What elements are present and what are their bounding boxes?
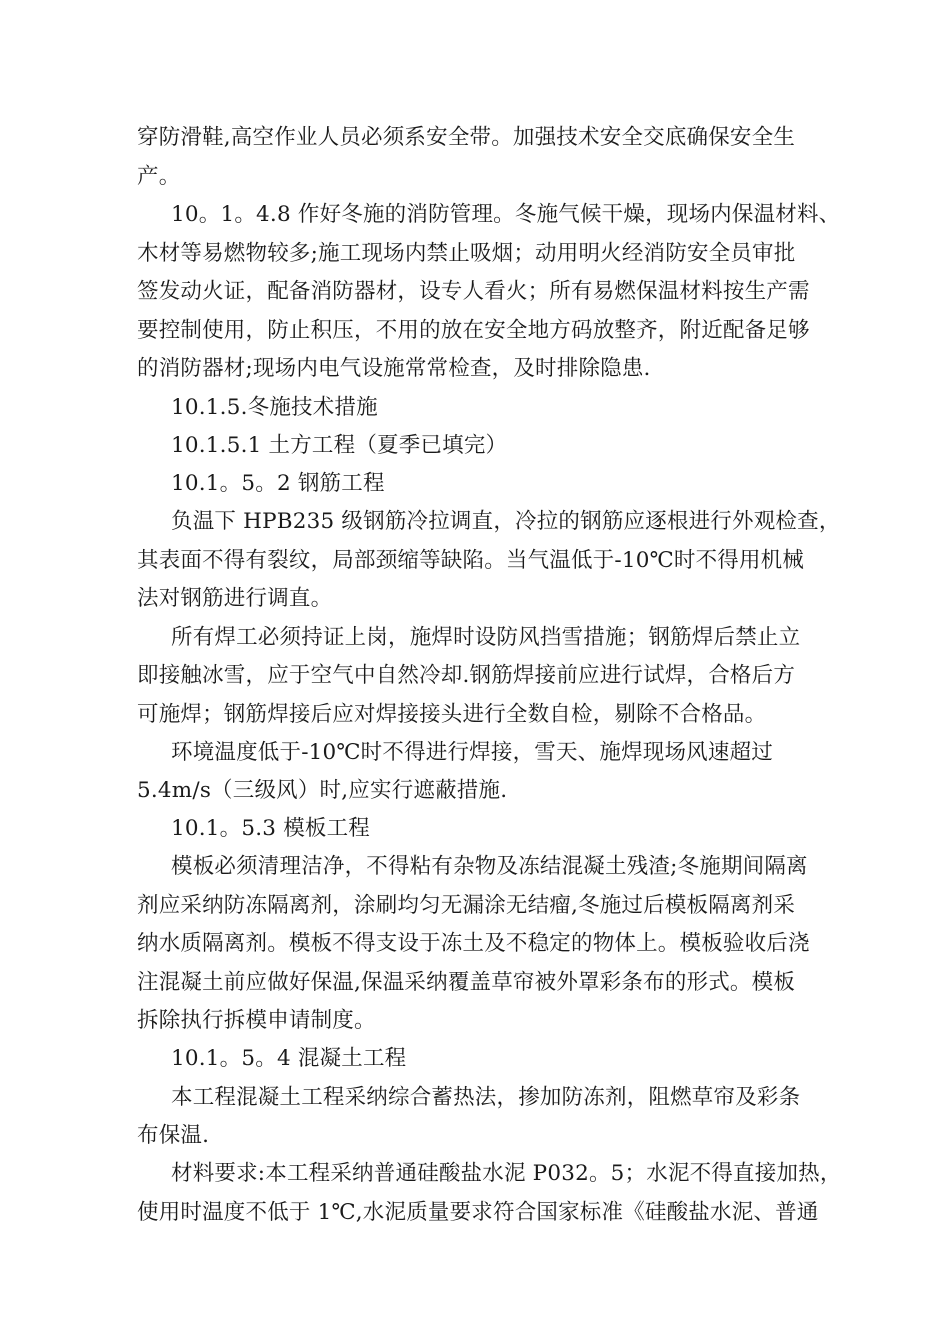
text-line: 5.4m/s（三级风）时,应实行遮蔽措施. bbox=[137, 778, 508, 803]
text-line: 布保温. bbox=[137, 1123, 210, 1148]
section-heading: 10.1。5。4 混凝土工程 bbox=[171, 1046, 407, 1071]
text-line: 法对钢筋进行调直。 bbox=[137, 586, 333, 611]
text-line: 要控制使用，防止积压，不用的放在安全地方码放整齐，附近配备足够 bbox=[137, 318, 810, 343]
text-line: 使用时温度不低于 1℃,水泥质量要求符合国家标准《硅酸盐水泥、普通 bbox=[137, 1200, 819, 1225]
text-line: 穿防滑鞋,高空作业人员必须系安全带。加强技术安全交底确保安全生 bbox=[137, 125, 796, 150]
text-line: 所有焊工必须持证上岗，施焊时设防风挡雪措施；钢筋焊后禁止立 bbox=[171, 625, 801, 650]
text-line: 本工程混凝土工程采纳综合蓄热法，掺加防冻剂，阻燃草帘及彩条 bbox=[171, 1085, 801, 1110]
text-line: 木材等易燃物较多;施工现场内禁止吸烟；动用明火经消防安全员审批 bbox=[137, 241, 796, 266]
text-line: 10。1。4.8 作好冬施的消防管理。冬施气候干燥，现场内保温材料、 bbox=[171, 202, 841, 227]
text-line: 材料要求:本工程采纳普通硅酸盐水泥 P032。5；水泥不得直接加热， bbox=[171, 1161, 842, 1186]
section-heading: 10.1.5.1 土方工程（夏季已填完） bbox=[171, 433, 508, 458]
text-line: 即接触冰雪，应于空气中自然冷却.钢筋焊接前应进行试焊，合格后方 bbox=[137, 663, 796, 688]
text-line: 注混凝土前应做好保温,保温采纳覆盖草帘被外罩彩条布的形式。模板 bbox=[137, 970, 796, 995]
text-line: 纳水质隔离剂。模板不得支设于冻土及不稳定的物体上。模板验收后浇 bbox=[137, 931, 810, 956]
text-line: 签发动火证，配备消防器材，设专人看火；所有易燃保温材料按生产需 bbox=[137, 279, 810, 304]
text-line: 的消防器材;现场内电气设施常常检查，及时排除隐患. bbox=[137, 356, 651, 381]
text-line: 剂应采纳防冻隔离剂，涂刷均匀无漏涂无结瘤,冬施过后模板隔离剂采 bbox=[137, 893, 796, 918]
text-line: 模板必须清理洁净，不得粘有杂物及冻结混凝土残渣;冬施期间隔离 bbox=[171, 854, 808, 879]
text-line: 产。 bbox=[137, 164, 181, 189]
section-heading: 10.1。5。2 钢筋工程 bbox=[171, 471, 385, 496]
text-line: 负温下 HPB235 级钢筋冷拉调直，冷拉的钢筋应逐根进行外观检查， bbox=[171, 509, 841, 534]
section-heading: 10.1.5.冬施技术措施 bbox=[171, 395, 378, 420]
text-line: 其表面不得有裂纹，局部颈缩等缺陷。当气温低于-10℃时不得用机械 bbox=[137, 548, 805, 573]
text-line: 环境温度低于-10℃时不得进行焊接，雪天、施焊现场风速超过 bbox=[171, 740, 773, 765]
text-line: 可施焊；钢筋焊接后应对焊接接头进行全数自检，剔除不合格品。 bbox=[137, 702, 767, 727]
section-heading: 10.1。5.3 模板工程 bbox=[171, 816, 370, 841]
text-line: 拆除执行拆模申请制度。 bbox=[137, 1008, 376, 1033]
